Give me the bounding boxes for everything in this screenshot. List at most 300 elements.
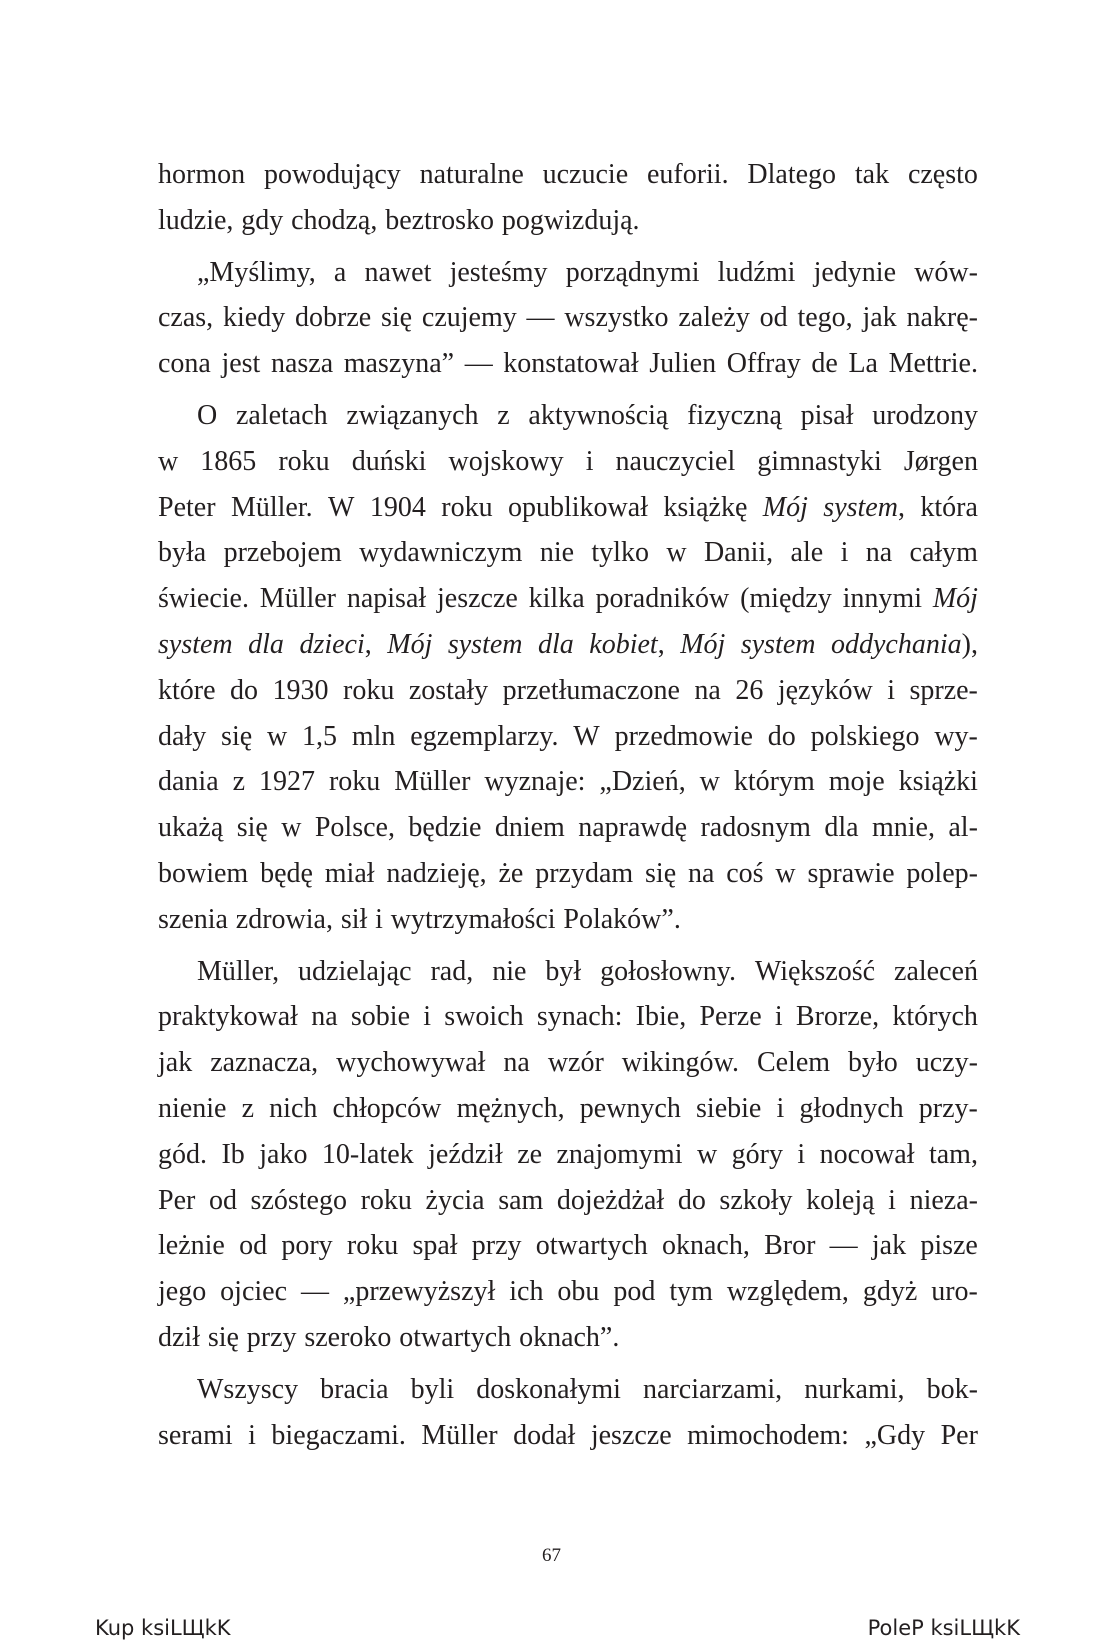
word: 1865 <box>200 445 257 477</box>
word: uczucie <box>542 159 629 190</box>
word: w <box>666 537 687 569</box>
word: związanych <box>346 399 479 431</box>
word: ze <box>517 1138 543 1170</box>
word: jeździł <box>428 1138 503 1170</box>
word: jest <box>221 348 261 380</box>
word: sprze- <box>909 674 978 706</box>
text-line <box>158 250 978 296</box>
word: będę <box>260 857 313 889</box>
word: moje <box>828 766 885 798</box>
word: w <box>281 812 302 844</box>
word: rad, <box>430 955 474 987</box>
word: dobrze <box>295 302 372 334</box>
word: wzór <box>547 1047 604 1079</box>
word: urodzony <box>872 399 978 431</box>
word: Müller <box>394 766 471 798</box>
text-line <box>158 576 978 622</box>
word: gdyż <box>862 1276 918 1308</box>
word: radosnym <box>700 812 811 844</box>
word: na <box>311 1001 338 1033</box>
word: roku <box>360 1184 412 1216</box>
word: Offray <box>726 348 801 380</box>
word: że <box>498 857 524 889</box>
word: i <box>797 1138 806 1170</box>
word: — <box>464 348 493 380</box>
word: nocował <box>819 1138 915 1170</box>
word: szenia <box>158 903 228 935</box>
word: Ibie, <box>635 1001 687 1033</box>
word: w <box>158 445 179 477</box>
word: biegaczami. <box>271 1419 406 1451</box>
word: się <box>380 302 413 334</box>
word: — <box>829 1230 858 1262</box>
word: synach: <box>536 1001 623 1033</box>
word: na <box>687 857 715 889</box>
word: na <box>503 1047 530 1079</box>
word: zdrowia, <box>235 903 333 935</box>
word: Brorze, <box>795 1001 880 1033</box>
word: tym <box>669 1276 713 1308</box>
word: i <box>585 445 594 477</box>
word: ich <box>509 1276 544 1308</box>
word: udzielając <box>298 955 412 987</box>
word: tylko <box>591 537 649 569</box>
word: tak <box>854 159 890 190</box>
word: bracia <box>320 1373 389 1405</box>
word: dla <box>538 628 574 660</box>
word: mnie, <box>871 812 935 844</box>
word: Ib <box>221 1138 245 1170</box>
page-body-text <box>158 152 978 1458</box>
word: roku <box>441 491 493 523</box>
word: których <box>892 1001 978 1033</box>
word: spał <box>412 1230 458 1262</box>
word: 10-latek <box>321 1138 414 1170</box>
word: nich <box>269 1092 318 1124</box>
word: Müller <box>421 1419 498 1451</box>
word: „przewyższył <box>342 1276 496 1308</box>
word: na <box>694 674 721 706</box>
word: Mettrie. <box>888 348 978 380</box>
word: Perze <box>699 1001 762 1033</box>
word: ukażą <box>158 812 224 844</box>
word: oknach”. <box>519 1321 620 1353</box>
word: 1930 <box>272 674 329 706</box>
word: książki <box>898 766 978 798</box>
word: sprawie <box>807 857 895 889</box>
word: ludzie, <box>158 204 234 236</box>
word: przy <box>246 1321 297 1353</box>
word: dzieci, <box>299 628 372 660</box>
text-line <box>158 759 978 805</box>
word: przedmowie <box>614 720 753 752</box>
word: (między <box>740 583 832 615</box>
word: Müller. <box>230 491 313 523</box>
word: nauczyciel <box>615 445 736 477</box>
word: przebojem <box>223 537 342 569</box>
word: miał <box>324 857 375 889</box>
word: pisze <box>920 1230 978 1262</box>
word: Jørgen <box>903 445 978 477</box>
word: w <box>775 857 796 889</box>
word: wychowywał <box>336 1047 486 1079</box>
word: otwartych <box>535 1230 648 1262</box>
word: pisał <box>800 399 854 431</box>
word: egzemplarzy. <box>410 720 559 752</box>
word: była <box>158 537 207 569</box>
text-line <box>158 1040 978 1086</box>
word: wów- <box>914 256 978 288</box>
word: i <box>248 1419 256 1451</box>
word: zaletach <box>235 399 328 431</box>
word: pory <box>281 1230 333 1262</box>
word: serami <box>158 1419 233 1451</box>
word: jeszcze <box>436 583 518 615</box>
word: góry <box>731 1138 783 1170</box>
word: gołosłowny. <box>600 955 736 987</box>
word: bowiem <box>158 857 249 889</box>
word: gód. <box>158 1138 207 1170</box>
word: świecie. <box>158 583 249 615</box>
word: cona <box>158 348 211 380</box>
word: fizyczną <box>687 399 782 431</box>
text-line <box>158 439 978 485</box>
word: 1,5 <box>302 720 338 752</box>
word: beztrosko <box>385 204 495 236</box>
word: — <box>526 302 555 334</box>
text-line <box>158 1413 978 1459</box>
word: La <box>848 348 878 380</box>
word: i <box>887 674 895 706</box>
word: dził <box>158 1321 200 1353</box>
word: oddychania), <box>830 628 978 660</box>
word: głodnych <box>799 1092 904 1124</box>
word: która <box>920 491 978 523</box>
page-number: 67 <box>542 1545 561 1566</box>
word: życia <box>425 1184 485 1216</box>
text-line <box>158 1223 978 1269</box>
word: ale <box>790 537 824 569</box>
word: dodał <box>513 1419 576 1451</box>
word: W <box>328 491 355 523</box>
word: roku <box>343 674 395 706</box>
word: pod <box>613 1276 656 1308</box>
word: z <box>497 399 510 431</box>
word: się <box>236 812 268 844</box>
text-line <box>158 198 978 244</box>
word: nie <box>492 955 527 987</box>
word: do <box>230 674 259 706</box>
word: książkę <box>663 491 748 523</box>
word: zostały <box>408 674 489 706</box>
word: bok- <box>926 1373 978 1405</box>
word: nasza <box>270 348 334 380</box>
word: 1904 <box>369 491 426 523</box>
word: szóstego <box>250 1184 347 1216</box>
word: Mój <box>932 583 978 615</box>
word: Mój <box>680 628 726 660</box>
word: języków <box>777 674 873 706</box>
word: obu <box>557 1276 600 1308</box>
text-line <box>158 851 978 897</box>
word: „Myślimy, <box>197 256 316 288</box>
text-line <box>158 622 978 668</box>
word: ludźmi <box>717 256 796 288</box>
word: dla <box>248 628 284 660</box>
word: w <box>266 720 288 752</box>
word: wydawniczym <box>359 537 523 569</box>
word: gimnastyki <box>757 445 882 477</box>
word: wszystko <box>564 302 669 334</box>
word: kobiet, <box>589 628 665 660</box>
word: nieza- <box>909 1184 978 1216</box>
word: Mój <box>762 491 808 523</box>
word: narciarzami, <box>643 1373 783 1405</box>
word: w <box>699 766 720 798</box>
word: chłopców <box>332 1092 442 1124</box>
word: względem, <box>726 1276 849 1308</box>
word: Dlatego <box>747 159 837 190</box>
word: roku <box>278 445 330 477</box>
word: przydam <box>535 857 634 889</box>
word: wojskowy <box>448 445 564 477</box>
word: de <box>811 348 838 380</box>
text-line <box>158 1367 978 1413</box>
word: się <box>221 720 253 752</box>
word: i <box>774 1001 783 1033</box>
text-line <box>158 295 978 341</box>
text-line <box>158 1178 978 1224</box>
word: zaleceń <box>894 955 978 987</box>
word: do <box>767 720 796 752</box>
word: wy- <box>934 720 978 752</box>
word: dla <box>824 812 859 844</box>
word: konstatował <box>503 348 639 380</box>
word: przetłumaczone <box>502 674 680 706</box>
word: coś <box>726 857 764 889</box>
word: szeroko <box>304 1321 392 1353</box>
text-line <box>158 393 978 439</box>
word: znajomymi <box>556 1138 683 1170</box>
word: system <box>447 628 523 660</box>
word: szkoły <box>719 1184 793 1216</box>
text-line <box>158 668 978 714</box>
word: W <box>573 720 600 752</box>
word: pewnych <box>579 1092 681 1124</box>
word: hormon <box>158 159 246 190</box>
word: nakrę- <box>906 302 978 334</box>
word: jeszcze <box>590 1419 672 1451</box>
text-line <box>158 994 978 1040</box>
word: będzie <box>408 812 482 844</box>
word: którym <box>733 766 815 798</box>
word: sam <box>498 1184 544 1216</box>
word: czas, <box>158 302 214 334</box>
word: 26 <box>735 674 764 706</box>
word: był <box>545 955 582 987</box>
word: się <box>207 1321 239 1353</box>
word: które <box>158 674 216 706</box>
word: 1927 <box>258 766 315 798</box>
word: Bror <box>764 1230 816 1262</box>
word: Per <box>158 1184 196 1216</box>
word: Müller, <box>197 955 280 987</box>
word: system <box>158 628 233 660</box>
text-line <box>158 1086 978 1132</box>
word: dniem <box>494 812 565 844</box>
word: do <box>677 1184 706 1216</box>
word: O <box>197 399 218 431</box>
word: ojciec <box>220 1276 288 1308</box>
word: tam, <box>928 1138 978 1170</box>
word: czujemy <box>421 302 517 334</box>
word: praktykował <box>158 1001 298 1033</box>
word: kiedy <box>222 302 286 334</box>
word: z <box>232 766 246 798</box>
word: porządnymi <box>565 256 700 288</box>
word: Mój <box>387 628 433 660</box>
word: w <box>696 1138 718 1170</box>
text-line <box>158 1132 978 1178</box>
text-line <box>158 805 978 851</box>
word: całym <box>909 537 978 569</box>
recommend-book-link[interactable]: PoleP ksiLЩkK <box>867 1616 1020 1640</box>
word: „Gdy <box>864 1419 926 1451</box>
word: Danii, <box>703 537 774 569</box>
text-line <box>158 714 978 760</box>
word: „Dzień, <box>599 766 686 798</box>
word: system, <box>823 491 905 523</box>
word: polskiego <box>810 720 920 752</box>
word: na <box>865 537 893 569</box>
word: mln <box>351 720 396 752</box>
word: zależy <box>678 302 750 334</box>
word: pogwizdują. <box>501 204 640 236</box>
word: od <box>208 1184 237 1216</box>
word: napisał <box>346 583 427 615</box>
text-line <box>158 341 978 387</box>
word: wikingów. <box>621 1047 739 1079</box>
word: często <box>907 159 978 190</box>
text-line <box>158 152 978 198</box>
word: Müller <box>259 583 337 615</box>
word: powodujący <box>263 159 401 190</box>
word: i <box>888 1184 896 1216</box>
word: wytrzymałości <box>390 903 556 935</box>
word: — <box>300 1276 329 1308</box>
word: Polsce, <box>314 812 395 844</box>
word: od <box>239 1230 268 1262</box>
word: roku <box>328 766 381 798</box>
word: Polaków”. <box>563 903 681 935</box>
word: się <box>645 857 677 889</box>
word: koleją <box>806 1184 875 1216</box>
word: Celem <box>756 1047 831 1079</box>
word: poradników <box>595 583 730 615</box>
text-line <box>158 1269 978 1315</box>
word: Peter <box>158 491 216 523</box>
word: z <box>241 1092 255 1124</box>
word: wyznaje: <box>484 766 586 798</box>
word: jego <box>158 1276 207 1308</box>
word: otwartych <box>399 1321 512 1353</box>
word: przy- <box>918 1092 978 1124</box>
word: naturalne <box>419 159 524 190</box>
word: Julien <box>649 348 717 380</box>
word: dojeżdżał <box>556 1184 665 1216</box>
word: gdy <box>241 204 284 236</box>
word: Per <box>940 1419 978 1451</box>
word: jak <box>871 1230 907 1262</box>
word: przy <box>471 1230 522 1262</box>
word: jak <box>158 1047 193 1079</box>
word: zaznacza, <box>210 1047 319 1079</box>
word: jedynie <box>813 256 897 288</box>
word: sobie <box>350 1001 411 1033</box>
word: dały <box>158 720 207 752</box>
word: maszyna” <box>343 348 455 380</box>
word: duński <box>351 445 427 477</box>
word: i <box>423 1001 432 1033</box>
word: al- <box>948 812 978 844</box>
text-line <box>158 897 978 943</box>
word: swoich <box>444 1001 524 1033</box>
word: nadzieję, <box>386 857 487 889</box>
word: nienie <box>158 1092 227 1124</box>
word: system <box>740 628 816 660</box>
word: roku <box>346 1230 399 1262</box>
word: sił <box>340 903 368 935</box>
word: aktywnością <box>528 399 669 431</box>
word: siebie <box>696 1092 762 1124</box>
word: dania <box>158 766 219 798</box>
word: jesteśmy <box>449 256 548 288</box>
buy-book-link[interactable]: Kup ksiLЩkK <box>95 1616 231 1640</box>
word: oknach, <box>661 1230 750 1262</box>
word: Większość <box>754 955 876 987</box>
word: kilka <box>528 583 585 615</box>
word: jak <box>862 302 897 334</box>
word: nawet <box>364 256 432 288</box>
text-line <box>158 530 978 576</box>
text-line <box>158 949 978 995</box>
word: tego, <box>797 302 853 334</box>
word: leżnie <box>158 1230 225 1262</box>
word: nurkami, <box>804 1373 905 1405</box>
word: jako <box>259 1138 308 1170</box>
word: i <box>375 903 383 935</box>
word: byli <box>410 1373 455 1405</box>
word: opublikował <box>508 491 648 523</box>
word: mimochodem: <box>687 1419 849 1451</box>
text-line <box>158 485 978 531</box>
word: doskonałymi <box>476 1373 621 1405</box>
word: Wszyscy <box>197 1373 299 1405</box>
word: naprawdę <box>578 812 688 844</box>
text-line <box>158 1315 978 1361</box>
word: polep- <box>906 857 978 889</box>
word: od <box>759 302 788 334</box>
word: uro- <box>931 1276 978 1308</box>
word: euforii. <box>646 159 729 190</box>
word: mężnych, <box>456 1092 565 1124</box>
word: nie <box>539 537 575 569</box>
word: i <box>776 1092 785 1124</box>
word: było <box>848 1047 898 1079</box>
word: chodzą, <box>291 204 378 236</box>
word: a <box>333 256 347 288</box>
word: innymi <box>842 583 922 615</box>
